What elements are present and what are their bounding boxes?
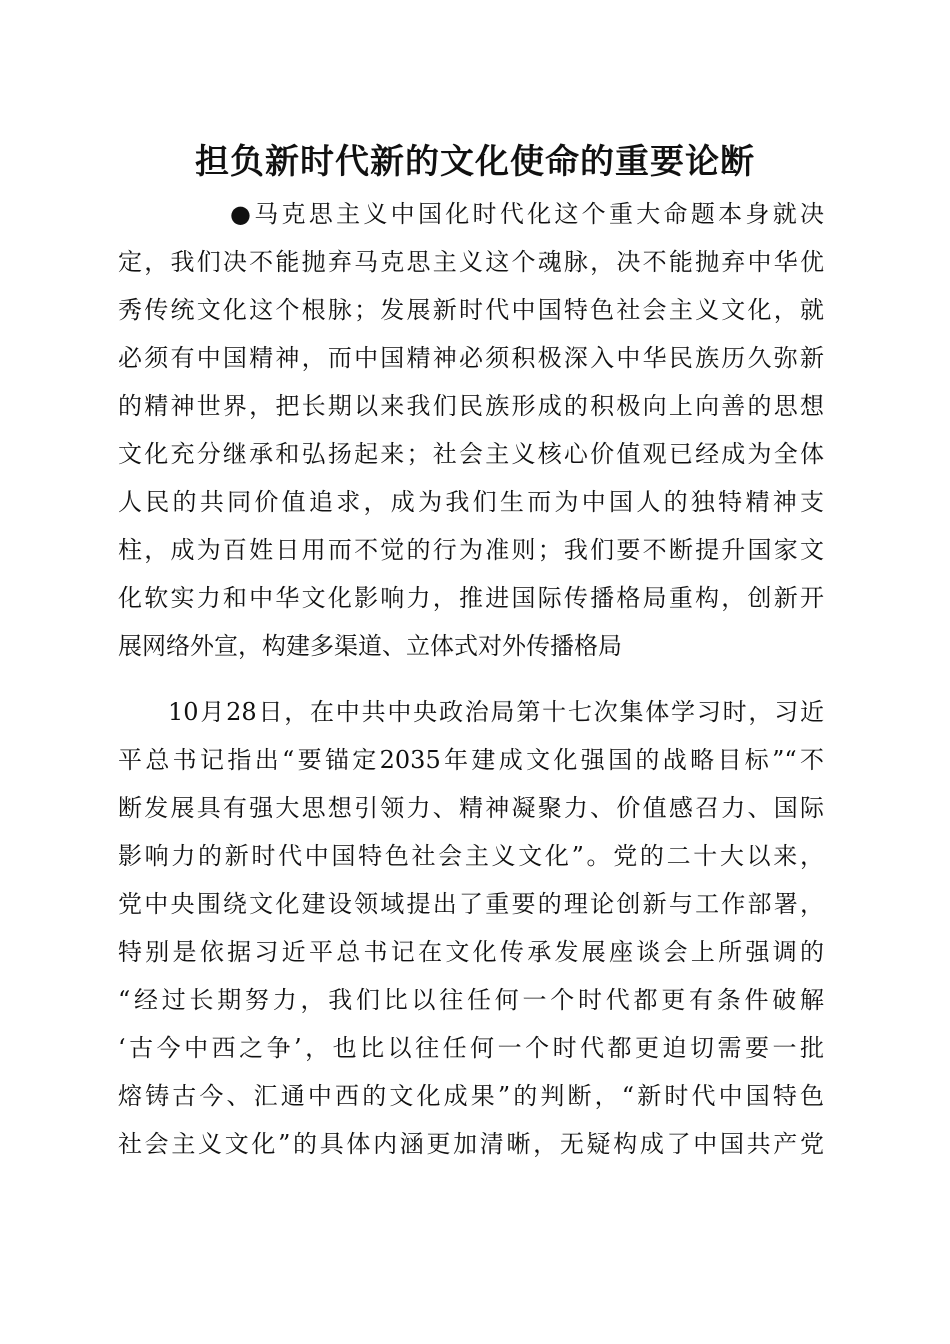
paragraph-line: 影响力的新时代中国特色社会主义文化”。党的二十大以来， bbox=[118, 842, 824, 870]
summary-line: 秀传统文化这个根脉；发展新时代中国特色社会主义文化，就 bbox=[118, 296, 824, 324]
paragraph-line: 10月28日，在中共中央政治局第十七次集体学习时，习近 bbox=[168, 698, 824, 726]
summary-line: 柱，成为百姓日用而不觉的行为准则；我们要不断提升国家文 bbox=[118, 536, 824, 564]
body-paragraph bbox=[118, 688, 824, 1168]
paragraph-line: 断发展具有强大思想引领力、精神凝聚力、价值感召力、国际 bbox=[118, 794, 824, 822]
summary-line: ●马克思主义中国化时代化这个重大命题本身就决 bbox=[230, 200, 824, 228]
paragraph-line: 社会主义文化”的具体内涵更加清晰，无疑构成了中国共产党 bbox=[118, 1130, 824, 1158]
summary-line: 定，我们决不能抛弃马克思主义这个魂脉，决不能抛弃中华优 bbox=[118, 248, 824, 276]
summary-line: 化软实力和中华文化影响力，推进国际传播格局重构，创新开 bbox=[118, 584, 824, 612]
summary-block bbox=[118, 190, 824, 670]
paragraph-line: 党中央围绕文化建设领域提出了重要的理论创新与工作部署， bbox=[118, 890, 824, 918]
summary-line: 文化充分继承和弘扬起来；社会主义核心价值观已经成为全体 bbox=[118, 440, 824, 468]
paragraph-line: ‘古今中西之争’，也比以往任何一个时代都更迫切需要一批 bbox=[118, 1034, 824, 1062]
paragraph-line: “经过长期努力，我们比以往任何一个时代都更有条件破解 bbox=[118, 986, 824, 1014]
summary-line: 人民的共同价值追求，成为我们生而为中国人的独特精神支 bbox=[118, 488, 824, 516]
paragraph-line: 熔铸古今、汇通中西的文化成果”的判断，“新时代中国特色 bbox=[118, 1082, 824, 1110]
summary-line: 的精神世界，把长期以来我们民族形成的积极向上向善的思想 bbox=[118, 392, 824, 420]
document-title: 担负新时代新的文化使命的重要论断 bbox=[195, 142, 755, 182]
summary-line: 展网络外宣，构建多渠道、立体式对外传播格局 bbox=[118, 632, 622, 660]
paragraph-line: 平总书记指出“要锚定2035年建成文化强国的战略目标”“不 bbox=[118, 746, 824, 774]
summary-line: 必须有中国精神，而中国精神必须积极深入中华民族历久弥新 bbox=[118, 344, 824, 372]
paragraph-line: 特别是依据习近平总书记在文化传承发展座谈会上所强调的 bbox=[118, 938, 824, 966]
